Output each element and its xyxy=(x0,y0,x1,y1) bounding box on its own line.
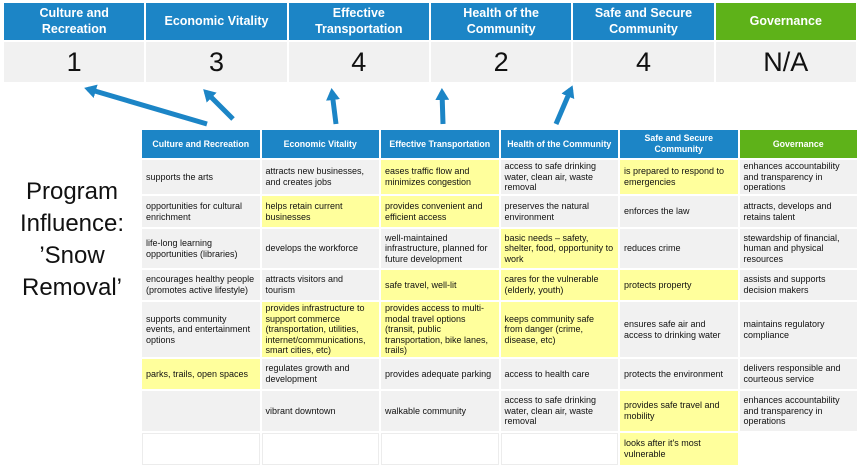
matrix-cell: develops the workforce xyxy=(261,228,381,269)
matrix-cell: keeps community safe from danger (crime, disease, etc) xyxy=(500,301,620,358)
summary-header: Effective Transportation xyxy=(289,3,429,40)
summary-column-transportation xyxy=(289,3,429,82)
matrix-cell: enforces the law xyxy=(619,195,739,228)
matrix-cell: access to health care xyxy=(500,358,620,390)
matrix-cell: encourages healthy people (promotes active lifestyle) xyxy=(141,269,261,301)
matrix-cell: regulates growth and development xyxy=(261,358,381,390)
matrix-cell: provides adequate parking xyxy=(380,358,500,390)
arrow-up-icon xyxy=(556,89,571,124)
program-influence-label: Program Influence: ’Snow Removal’ xyxy=(19,178,125,301)
summary-score: 2 xyxy=(431,42,571,82)
summary-header: Safe and Secure Community xyxy=(573,3,713,40)
matrix-cell: is prepared to respond to emergencies xyxy=(619,159,739,195)
matrix-cell: protects property xyxy=(619,269,739,301)
summary-scorecard xyxy=(4,3,856,82)
summary-column-safe xyxy=(573,3,713,82)
arrow-up-icon xyxy=(332,92,336,124)
matrix-cell: access to safe drinking water, clean air, waste removal xyxy=(500,159,620,195)
matrix-cell: attracts visitors and tourism xyxy=(261,269,381,301)
matrix-cell: attracts new businesses, and creates jobs xyxy=(261,159,381,195)
matrix-cell: enhances accountability and transparency in operations xyxy=(739,390,859,432)
matrix-header-safe: Safe and Secure Community xyxy=(619,129,739,159)
matrix-cell: provides infrastructure to support commerce (transportation, utilities, internet/communications, smart cities, etc) xyxy=(261,301,381,358)
matrix-cell xyxy=(141,432,261,465)
matrix-cell: life-long learning opportunities (libraries) xyxy=(141,228,261,269)
matrix-cell: access to safe drinking water, clean air, waste removal xyxy=(500,390,620,432)
summary-score: 4 xyxy=(573,42,713,82)
matrix-header-culture: Culture and Recreation xyxy=(141,129,261,159)
summary-score: N/A xyxy=(716,42,856,82)
matrix-cell: delivers responsible and courteous service xyxy=(739,358,859,390)
matrix-header-transportation: Effective Transportation xyxy=(380,129,500,159)
matrix-table xyxy=(140,128,859,465)
matrix-cell: preserves the natural environment xyxy=(500,195,620,228)
matrix-cell xyxy=(380,432,500,465)
matrix-cell: safe travel, well-lit xyxy=(380,269,500,301)
matrix-cell: assists and supports decision makers xyxy=(739,269,859,301)
matrix-header-row xyxy=(141,129,858,159)
matrix-cell: opportunities for cultural enrichment xyxy=(141,195,261,228)
matrix-cell: ensures safe air and access to drinking water xyxy=(619,301,739,358)
matrix-cell: supports the arts xyxy=(141,159,261,195)
arrow-up-icon xyxy=(206,92,233,119)
table-row xyxy=(141,159,858,195)
summary-column-culture xyxy=(4,3,144,82)
matrix-cell: provides safe travel and mobility xyxy=(619,390,739,432)
matrix-cell: reduces crime xyxy=(619,228,739,269)
summary-score: 4 xyxy=(289,42,429,82)
matrix-header-economic: Economic Vitality xyxy=(261,129,381,159)
summary-score: 1 xyxy=(4,42,144,82)
matrix-cell: eases traffic flow and minimizes congestion xyxy=(380,159,500,195)
matrix-cell xyxy=(141,390,261,432)
matrix-cell: well-maintained infrastructure, planned for future development xyxy=(380,228,500,269)
summary-column-health xyxy=(431,3,571,82)
matrix-cell: stewardship of financial, human and physical resources xyxy=(739,228,859,269)
table-row xyxy=(141,301,858,358)
matrix-cell: walkable community xyxy=(380,390,500,432)
matrix-cell xyxy=(739,432,859,465)
table-row xyxy=(141,269,858,301)
matrix-cell: maintains regulatory compliance xyxy=(739,301,859,358)
arrow-up-icon xyxy=(88,89,207,124)
matrix-header-governance: Governance xyxy=(739,129,859,159)
matrix-cell xyxy=(261,432,381,465)
matrix-cell: enhances accountability and transparency in operations xyxy=(739,159,859,195)
matrix-cell: provides access to multi-modal travel options (transit, public transportation, bike lanes, trails) xyxy=(380,301,500,358)
table-row xyxy=(141,195,858,228)
summary-header: Culture and Recreation xyxy=(4,3,144,40)
table-row xyxy=(141,390,858,432)
matrix-cell: attracts, develops and retains talent xyxy=(739,195,859,228)
summary-header: Governance xyxy=(716,3,856,40)
table-row xyxy=(141,432,858,465)
summary-score: 3 xyxy=(146,42,286,82)
matrix-cell: basic needs – safety, shelter, food, opportunity to work xyxy=(500,228,620,269)
arrows-layer xyxy=(0,80,859,128)
matrix-cell: vibrant downtown xyxy=(261,390,381,432)
summary-column-economic xyxy=(146,3,286,82)
matrix-cell: provides convenient and efficient access xyxy=(380,195,500,228)
matrix-header-health: Health of the Community xyxy=(500,129,620,159)
matrix-cell: cares for the vulnerable (elderly, youth) xyxy=(500,269,620,301)
summary-header: Health of the Community xyxy=(431,3,571,40)
table-row xyxy=(141,228,858,269)
arrow-up-icon xyxy=(442,92,443,124)
summary-column-governance xyxy=(716,3,856,82)
matrix-cell: helps retain current businesses xyxy=(261,195,381,228)
matrix-cell: looks after it's most vulnerable xyxy=(619,432,739,465)
matrix-cell: parks, trails, open spaces xyxy=(141,358,261,390)
table-row xyxy=(141,358,858,390)
matrix-cell: supports community events, and entertainment options xyxy=(141,301,261,358)
summary-header: Economic Vitality xyxy=(146,3,286,40)
matrix-cell: protects the environment xyxy=(619,358,739,390)
matrix-cell xyxy=(500,432,620,465)
